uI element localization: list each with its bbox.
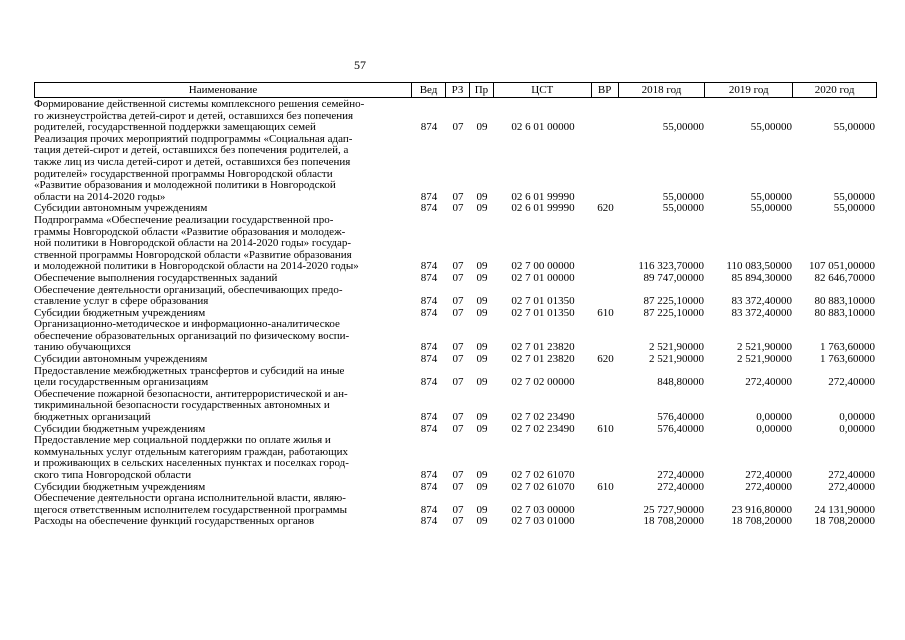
col-header-2019: 2019 год [705,83,793,97]
cell-cst: 02 7 03 00000 [511,503,575,516]
cell-ved: 874 [420,271,438,284]
table-header [34,82,877,98]
cell-rz: 07 [452,515,464,528]
row-name-line: «Развитие образования и молодежной политики в Новгородской [34,179,336,192]
cell-2018: 116 323,70000 [638,260,704,273]
cell-2020: 82 646,70000 [814,271,875,284]
cell-cst: 02 7 03 01000 [511,515,575,528]
cell-2019: 0,00000 [756,411,792,424]
table-row [34,99,877,134]
table-row [34,366,877,389]
row-name-line: Организационно-методическое и информационно-аналитическое [34,318,340,331]
row-name-line: тация детей-сирот и детей, оставшихся без попечения родителей, а [34,144,349,157]
cell-cst: 02 7 02 61070 [511,480,575,493]
cell-ved: 874 [420,341,438,354]
cell-pr: 09 [476,190,488,203]
cell-2020: 55,00000 [833,190,875,203]
row-name-line: щегося ответственным исполнителем государственной программы [34,503,348,516]
cell-ved: 874 [420,306,438,319]
row-name-line: и молодежной политики в Новгородской области на 2014-2020 годы» [34,260,359,273]
row-name-line: и проживающих в сельских населенных пунктах и поселках город- [34,457,349,470]
cell-pr: 09 [476,306,488,319]
row-name [34,435,412,481]
col-header-name: Наименование [35,83,412,97]
col-header-vr: ВР [592,83,619,97]
cell-pr: 09 [476,202,488,215]
col-header-2018: 2018 год [619,83,706,97]
cell-2018: 2 521,90000 [649,341,704,354]
cell-cst: 02 6 01 99990 [511,202,575,215]
cell-rz: 07 [452,306,464,319]
cell-2019: 18 708,20000 [731,515,792,528]
cell-2020: 107 051,00000 [809,260,875,273]
row-name [34,493,412,516]
row-name-line: Реализация прочих мероприятий подпрограммы «Социальная адап- [34,132,353,145]
row-name-line: го жизнеустройства детей-сирот и детей, оставшихся без попечения [34,109,354,122]
row-name-line: ной политики в Новгородской области на 2014-2020 годы» государ- [34,237,352,250]
table-row [34,285,877,308]
cell-rz: 07 [452,271,464,284]
cell-2020: 1 763,60000 [820,353,875,366]
cell-ved: 874 [420,480,438,493]
cell-2019: 83 372,40000 [731,295,792,308]
cell-2019: 0,00000 [756,422,792,435]
row-name-line: Обеспечение деятельности организаций, обеспечивающих предо- [34,283,343,296]
cell-2018: 25 727,90000 [643,503,704,516]
row-name-line: Субсидии бюджетным учреждениям [34,306,206,319]
page-number: 57 [354,58,366,72]
row-name [34,215,412,273]
cell-ved: 874 [420,190,438,203]
cell-ved: 874 [420,353,438,366]
cell-ved: 874 [420,202,438,215]
row-name-line: родителей» государственной программы Новгородской области [34,167,333,180]
table-row [34,215,877,273]
cell-2020: 272,40000 [828,480,875,493]
row-name-line: тикриминальной безопасности государственных автономных и [34,399,330,412]
cell-2019: 85 894,30000 [731,271,792,284]
row-name-line: Предоставление межбюджетных трансфертов и субсидий на иные [34,364,345,377]
row-name-line: ставление услуг в сфере образования [34,295,209,308]
cell-cst: 02 7 02 23490 [511,411,575,424]
row-name-line: Субсидии автономным учреждениям [34,353,208,366]
cell-rz: 07 [452,190,464,203]
row-name [34,99,412,134]
cell-cst: 02 7 01 23820 [511,353,575,366]
cell-vr: 610 [597,422,614,435]
cell-2020: 18 708,20000 [814,515,875,528]
cell-cst: 02 7 02 61070 [511,469,575,481]
cell-2019: 55,00000 [750,190,792,203]
cell-cst: 02 7 01 00000 [511,271,575,284]
cell-pr: 09 [476,515,488,528]
cell-2020: 272,40000 [828,469,875,481]
row-name-line: цели государственным организациям [34,376,209,389]
table-row [34,354,877,366]
cell-2019: 272,40000 [745,469,792,481]
cell-vr: 610 [597,480,614,493]
cell-rz: 07 [452,469,464,481]
cell-ved: 874 [420,376,438,389]
cell-ved: 874 [420,515,438,528]
col-header-ved: Вед [412,83,446,97]
cell-2018: 55,00000 [662,190,704,203]
cell-rz: 07 [452,260,464,273]
cell-rz: 07 [452,295,464,308]
cell-ved: 874 [420,469,438,481]
cell-cst: 02 7 00 00000 [511,260,575,273]
row-name-line: Субсидии бюджетным учреждениям [34,422,206,435]
cell-2018: 87 225,10000 [643,295,704,308]
row-name [34,319,412,354]
row-name-line: коммунальных услуг отдельным категориям граждан, работающих [34,445,348,458]
row-name-line: Предоставление мер социальной поддержки по оплате жилья и [34,434,331,447]
cell-2018: 18 708,20000 [643,515,704,528]
cell-2020: 0,00000 [839,422,875,435]
row-name-line: Обеспечение пожарной безопасности, антитеррористической и ан- [34,387,348,400]
cell-pr: 09 [476,260,488,273]
cell-2018: 272,40000 [657,480,704,493]
row-name-line: Субсидии автономным учреждениям [34,202,208,215]
cell-2020: 55,00000 [833,202,875,215]
cell-vr: 620 [597,202,614,215]
row-name [34,354,412,366]
cell-2020: 1 763,60000 [820,341,875,354]
cell-rz: 07 [452,376,464,389]
cell-cst: 02 7 01 23820 [511,341,575,354]
cell-pr: 09 [476,341,488,354]
cell-rz: 07 [452,422,464,435]
cell-ved: 874 [420,295,438,308]
cell-2020: 24 131,90000 [814,503,875,516]
row-name-line: также лиц из числа детей-сирот и детей, оставшихся без попечения [34,155,351,168]
cell-2018: 89 747,00000 [643,271,704,284]
cell-ved: 874 [420,503,438,516]
table-row [34,493,877,516]
cell-pr: 09 [476,353,488,366]
cell-2019: 2 521,90000 [737,353,792,366]
cell-pr: 09 [476,271,488,284]
row-name-line: обеспечение образовательных организаций по физическому воспи- [34,329,350,342]
row-name-line: ского типа Новгородской области [34,469,192,481]
cell-2018: 272,40000 [657,469,704,481]
cell-2019: 2 521,90000 [737,341,792,354]
cell-2019: 272,40000 [745,376,792,389]
cell-rz: 07 [452,202,464,215]
cell-pr: 09 [476,469,488,481]
cell-pr: 09 [476,422,488,435]
cell-pr: 09 [476,376,488,389]
table-row [34,134,877,204]
cell-2018: 55,00000 [662,121,704,134]
col-header-rz: РЗ [446,83,470,97]
row-name [34,366,412,389]
col-header-cst: ЦСТ [494,83,592,97]
cell-pr: 09 [476,503,488,516]
cell-2019: 83 372,40000 [731,306,792,319]
cell-ved: 874 [420,422,438,435]
table-row [34,435,877,481]
cell-rz: 07 [452,341,464,354]
cell-cst: 02 7 02 00000 [511,376,575,389]
table-row [34,273,877,285]
cell-rz: 07 [452,121,464,134]
row-name-line: Формирование действенной системы комплексного решения семейно- [34,98,365,110]
row-name-line: Обеспечение деятельности органа исполнительной власти, являю- [34,492,346,505]
cell-2018: 848,80000 [657,376,704,389]
cell-2020: 80 883,10000 [814,295,875,308]
cell-vr: 610 [597,306,614,319]
cell-2019: 23 916,80000 [731,503,792,516]
cell-cst: 02 7 01 01350 [511,306,575,319]
cell-2020: 0,00000 [839,411,875,424]
cell-rz: 07 [452,503,464,516]
row-name-line: танию обучающихся [34,341,131,354]
row-name-line: Подпрограмма «Обеспечение реализации государственной про- [34,213,334,226]
cell-cst: 02 6 01 99990 [511,190,575,203]
cell-2019: 55,00000 [750,121,792,134]
cell-pr: 09 [476,480,488,493]
cell-vr: 620 [597,353,614,366]
cell-pr: 09 [476,121,488,134]
table-row [34,516,877,528]
cell-2020: 80 883,10000 [814,306,875,319]
cell-2018: 2 521,90000 [649,353,704,366]
cell-2019: 55,00000 [750,202,792,215]
row-name-line: Субсидии бюджетным учреждениям [34,480,206,493]
row-name [34,516,412,528]
row-name-line: Обеспечение выполнения государственных заданий [34,271,278,284]
cell-cst: 02 7 01 01350 [511,295,575,308]
row-name [34,134,412,204]
row-name [34,273,412,285]
cell-cst: 02 7 02 23490 [511,422,575,435]
row-name-line: ственной программы Новгородской области «Развитие образования [34,248,352,261]
row-name-line: бюджетных организаций [34,411,151,424]
cell-2020: 272,40000 [828,376,875,389]
row-name [34,389,412,424]
cell-rz: 07 [452,411,464,424]
row-name-line: граммы Новгородской области «Развитие образования и молодеж- [34,225,346,238]
row-name-line: Расходы на обеспечение функций государственных органов [34,515,315,528]
cell-ved: 874 [420,260,438,273]
cell-pr: 09 [476,411,488,424]
table-body [34,99,877,528]
cell-cst: 02 6 01 00000 [511,121,575,134]
col-header-pr: Пр [470,83,494,97]
row-name-line: области на 2014-2020 годы» [34,190,166,203]
cell-2018: 87 225,10000 [643,306,704,319]
cell-rz: 07 [452,480,464,493]
row-name-line: родителей, государственной поддержки замещающих семей [34,121,316,134]
col-header-2020: 2020 год [814,84,855,96]
row-name [34,285,412,308]
table-row [34,319,877,354]
cell-2018: 576,40000 [657,411,704,424]
cell-rz: 07 [452,353,464,366]
cell-ved: 874 [420,411,438,424]
cell-2020: 55,00000 [833,121,875,134]
cell-2019: 272,40000 [745,480,792,493]
cell-ved: 874 [420,121,438,134]
cell-2018: 576,40000 [657,422,704,435]
cell-pr: 09 [476,295,488,308]
cell-2019: 110 083,50000 [726,260,792,273]
cell-2018: 55,00000 [662,202,704,215]
table-row [34,389,877,424]
